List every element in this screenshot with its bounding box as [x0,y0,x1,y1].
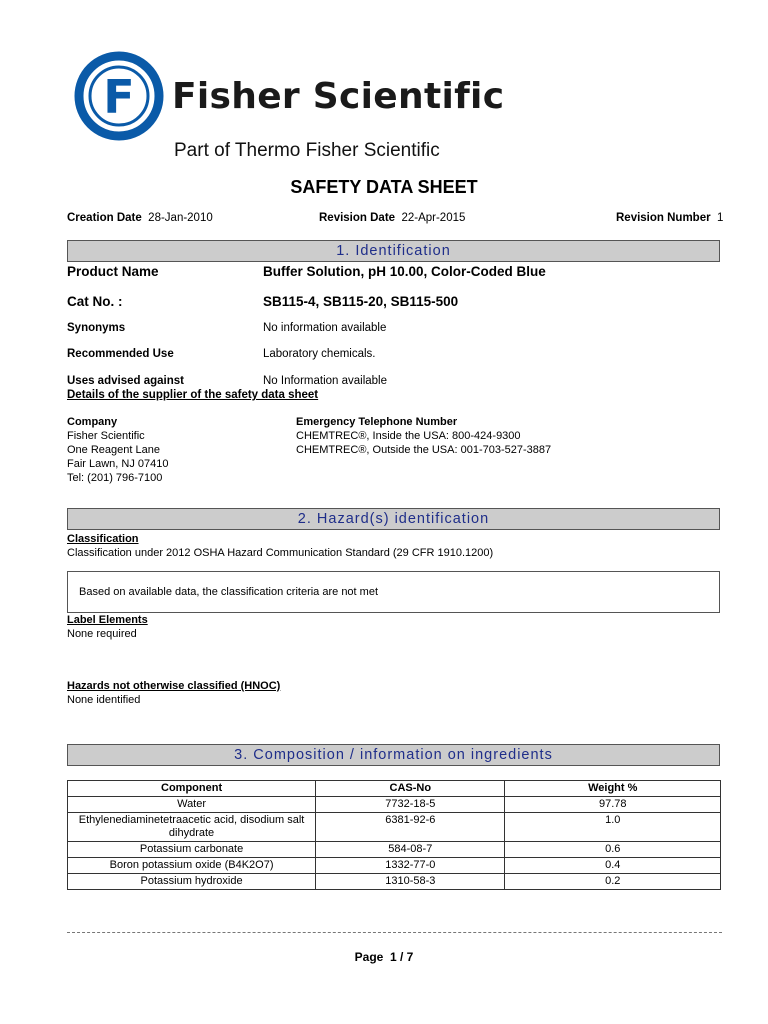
creation-date-value: 28-Jan-2010 [148,212,213,224]
weight-cell: 1.0 [505,813,721,842]
table-row [68,874,721,890]
table-row [68,813,721,842]
table-row [68,797,721,813]
section-3-heading: 3. Composition / information on ingredients [67,744,720,766]
supplier-heading: Details of the supplier of the safety data sheet [67,389,319,401]
brand-subtitle: Part of Thermo Fisher Scientific [174,140,440,161]
emergency-block [296,415,551,457]
revision-number-value: 1 [716,212,724,224]
column-header: Weight % [505,781,721,797]
cat-no-value: SB115-4, SB115-20, SB115-500 [263,294,459,309]
recommended-use-value: Laboratory chemicals. [263,348,376,360]
creation-date [67,212,213,224]
component-cell: Potassium hydroxide [68,874,316,890]
cas-cell: 1310-58-3 [316,874,505,890]
recommended-use-label: Recommended Use [67,348,174,360]
cas-cell: 584-08-7 [316,842,505,858]
component-cell: Boron potassium oxide (B4K2O7) [68,858,316,874]
hnoc-block [67,679,280,707]
company-line: Fisher Scientific [67,430,145,442]
company-line: Tel: (201) 796-7100 [67,472,163,484]
uses-against-label: Uses advised against [67,375,184,387]
page-title: SAFETY DATA SHEET [290,177,478,197]
table-row [68,858,721,874]
composition-table [67,780,721,890]
uses-against-value: No Information available [263,375,388,387]
hnoc-text: None identified [67,694,141,706]
column-header: CAS-No [316,781,505,797]
logo-letter: F [103,70,135,124]
classification-box [67,571,720,613]
fisher-logo-icon [74,51,164,141]
table-header-row [68,781,721,797]
classification-box-text: Based on available data, the classification criteria are not met [79,586,378,598]
page-number [0,950,768,964]
classification-text: Classification under 2012 OSHA Hazard Communication Standard (29 CFR 1910.1200) [67,547,494,559]
section-2-heading: 2. Hazard(s) identification [67,508,720,530]
cas-cell: 1332-77-0 [316,858,505,874]
company-block [67,415,169,485]
revision-date-value: 22-Apr-2015 [401,212,466,224]
revision-number [616,212,723,224]
classification-block [67,532,493,560]
synonyms-label: Synonyms [67,322,126,334]
page-label: Page [354,950,384,964]
cat-no-label: Cat No. : [67,294,123,309]
weight-cell: 0.6 [505,842,721,858]
column-header: Component [68,781,316,797]
cas-cell: 7732-18-5 [316,797,505,813]
revision-number-label: Revision Number [616,212,711,224]
footer-divider [67,932,722,933]
fisher-logo [74,51,164,141]
synonyms-value: No information available [263,322,387,334]
label-elements-text: None required [67,628,137,640]
weight-cell: 0.2 [505,874,721,890]
creation-date-label: Creation Date [67,212,142,224]
component-cell: Potassium carbonate [68,842,316,858]
weight-cell: 0.4 [505,858,721,874]
classification-label: Classification [67,533,139,545]
label-elements-label: Label Elements [67,614,148,626]
hnoc-label: Hazards not otherwise classified (HNOC) [67,680,281,692]
emergency-line: CHEMTREC®, Inside the USA: 800-424-9300 [296,430,521,442]
component-cell: Ethylenediaminetetraacetic acid, disodium salt dihydrate [68,813,316,842]
emergency-label: Emergency Telephone Number [296,416,458,428]
product-name-label: Product Name [67,264,159,279]
label-elements-block [67,613,148,641]
revision-date [319,212,465,224]
brand-name: Fisher Scientific [172,76,505,117]
page-value: 1 / 7 [390,950,414,964]
revision-date-label: Revision Date [319,212,396,224]
emergency-line: CHEMTREC®, Outside the USA: 001-703-527-3887 [296,444,552,456]
cas-cell: 6381-92-6 [316,813,505,842]
product-name-value: Buffer Solution, pH 10.00, Color-Coded Blue [263,264,546,279]
company-line: Fair Lawn, NJ 07410 [67,458,169,470]
section-1-heading: 1. Identification [67,240,720,262]
company-label: Company [67,416,118,428]
weight-cell: 97.78 [505,797,721,813]
company-line: One Reagent Lane [67,444,160,456]
component-cell: Water [68,797,316,813]
table-row [68,842,721,858]
